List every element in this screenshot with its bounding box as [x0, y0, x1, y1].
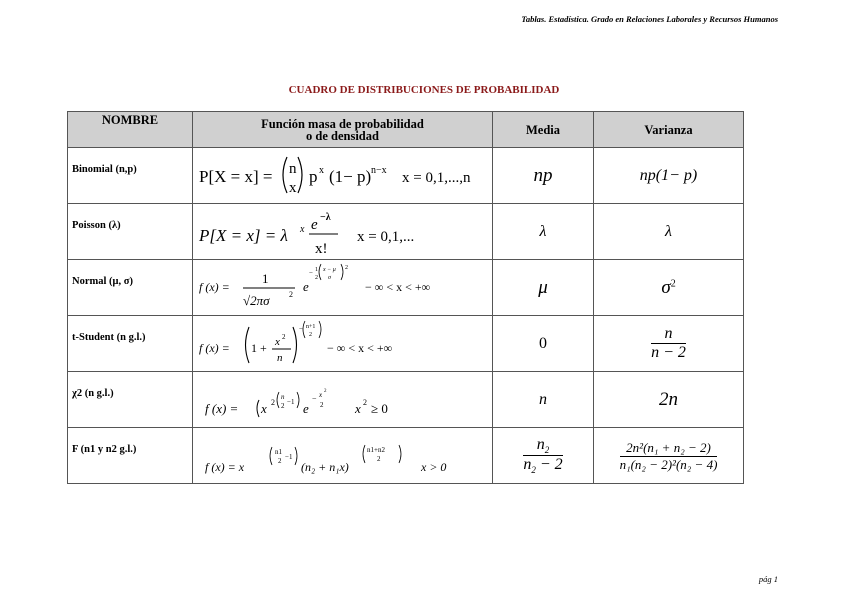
binomial-formula-svg [199, 151, 489, 201]
f-text: n [281, 392, 285, 401]
f-text: x [275, 335, 280, 348]
f-text: P[X = x] = λ [199, 225, 288, 245]
f-text: x! [315, 240, 328, 257]
row-name-chi2: χ2 (n g.l.) [68, 372, 193, 428]
f-text: − ∞ < x < +∞ [327, 340, 393, 355]
f-text: 2 [309, 331, 312, 338]
f-text: (1− p) [329, 166, 372, 186]
variance-denominator: n₁(n₂ − 2)²(n₂ − 4) [619, 456, 718, 472]
f-text: n1 [275, 447, 282, 456]
right-paren [319, 321, 321, 338]
left-paren [270, 447, 272, 465]
mean-chi2: n [493, 372, 594, 428]
variance-f [594, 428, 744, 484]
f-text: n+1 [306, 323, 316, 330]
formula-binomial [193, 148, 493, 204]
f-text: x [300, 223, 305, 235]
mean-fraction [523, 436, 562, 475]
mean-binomial: np [493, 148, 594, 204]
f-text: x = 0,1,...,n [402, 169, 471, 186]
variance-fraction [651, 325, 686, 362]
f-text: n−x [371, 164, 387, 176]
f-text: f (x) = [199, 340, 230, 355]
f-text: (n₂ + n₁x) [301, 459, 349, 474]
f-text: f (x) = [205, 400, 239, 416]
mean-denominator: $n_2 - 2$ [523, 456, 563, 476]
table-header-row [68, 112, 744, 148]
f-formula-svg [199, 431, 489, 481]
f-text: n [277, 351, 283, 364]
left-paren [257, 400, 259, 417]
f-text: − ∞ < x < +∞ [365, 279, 431, 294]
row-name-poisson: Poisson (λ) [68, 204, 193, 260]
f-text: P[X = x] = [199, 166, 273, 186]
f-text: − [312, 393, 317, 403]
left-paren [283, 157, 287, 193]
distributions-table [67, 111, 744, 484]
col-header-name: NOMBRE [68, 112, 193, 148]
col-header-variance: Varianza [594, 112, 744, 148]
table-row [68, 148, 744, 204]
variance-numerator: 2n²(n₁ + n₂ − 2) [626, 439, 711, 455]
row-name-tstudent: t-Student (n g.l.) [68, 316, 193, 372]
poisson-formula-svg [199, 207, 489, 257]
f-text: −1 [287, 397, 295, 406]
variance-tstudent [594, 316, 744, 372]
mean-numerator: $n_2$ [536, 435, 550, 455]
f-text: 2 [363, 397, 367, 407]
table-row [68, 428, 744, 484]
formula-chi2 [193, 372, 493, 428]
right-paren [295, 447, 297, 465]
variance-binomial: np(1− p) [594, 148, 744, 204]
variance-numerator: n [664, 325, 673, 342]
f-text: −λ [320, 211, 331, 223]
f-text: −1 [285, 452, 293, 461]
f-text: e [303, 400, 309, 416]
left-paren [303, 321, 305, 338]
variance-normal: $\sigma^2$ [594, 260, 744, 316]
f-text: x − μ [323, 266, 336, 273]
right-paren [341, 264, 343, 280]
f-text: x [355, 400, 361, 416]
f-text: e [303, 278, 309, 294]
formula-f [193, 428, 493, 484]
table-row [68, 316, 744, 372]
running-header: Tablas. Estadística. Grado en Relaciones Laborales y Recursos Humanos [521, 14, 778, 24]
row-name-binomial: Binomial (n,p) [68, 148, 193, 204]
f-text: √2πσ [243, 292, 270, 308]
page-title: CUADRO DE DISTRIBUCIONES DE PROBABILIDAD [288, 84, 560, 96]
mean-poisson: λ [493, 204, 594, 260]
chi2-formula-svg [199, 375, 489, 425]
left-paren [246, 327, 250, 363]
row-name-normal: Normal (μ, σ) [68, 260, 193, 316]
col-header-mean: Media [493, 112, 594, 148]
f-text: x = 0,1,... [357, 228, 415, 245]
f-text: 2 [377, 454, 381, 463]
f-text: x [319, 390, 323, 399]
f-text: f (x) = x [205, 459, 245, 474]
col-header-function [193, 112, 493, 148]
f-text: 2 [281, 401, 285, 410]
formula-normal [193, 260, 493, 316]
f-text: 2 [324, 388, 327, 394]
f-text: n [289, 160, 297, 177]
f-text: x [289, 179, 297, 196]
f-text: 1 [262, 270, 269, 286]
f-text: f (x) = [199, 279, 230, 294]
f-text: p [309, 166, 318, 186]
left-paren [277, 392, 279, 408]
f-text: 2 [345, 264, 348, 271]
row-name-f: F (n1 y n2 g.l.) [68, 428, 193, 484]
right-paren [399, 445, 401, 463]
formula-tstudent [193, 316, 493, 372]
f-text: n1+n2 [367, 445, 385, 454]
right-paren [298, 157, 302, 193]
mean-normal: μ [493, 260, 594, 316]
f-text: − [309, 268, 313, 277]
f-text: ≥ 0 [371, 400, 388, 416]
table-row [68, 260, 744, 316]
f-text: 1 [315, 266, 318, 273]
mean-tstudent: 0 [493, 316, 594, 372]
left-paren [319, 264, 321, 280]
page-number: pág 1 [758, 574, 778, 584]
mean-f [493, 428, 594, 484]
variance-exponent: 2 [670, 278, 676, 290]
f-text: x > 0 [421, 459, 447, 474]
right-paren [297, 392, 299, 408]
f-text: 2 [289, 289, 293, 299]
variance-denominator: n − 2 [651, 344, 686, 361]
f-text: 2 [278, 456, 282, 465]
f-text: x [319, 164, 324, 176]
col-header-function-line2: o de densidad [306, 128, 379, 143]
variance-fraction [620, 440, 718, 473]
f-text: 1 + [251, 340, 267, 355]
f-text: 2 [320, 400, 324, 409]
f-text: − [299, 324, 303, 333]
variance-chi2: 2n [594, 372, 744, 428]
f-text: 2 [282, 332, 286, 341]
left-paren [363, 445, 365, 463]
f-text: 2 [271, 397, 275, 407]
tstudent-formula-svg [199, 319, 489, 369]
f-text: σ [328, 274, 331, 281]
f-text: 2 [315, 274, 318, 281]
right-paren [293, 327, 297, 363]
table-row [68, 372, 744, 428]
col-header-function-line1: Función masa de probabilidad [261, 116, 424, 131]
table-row [68, 204, 744, 260]
f-text: x [261, 400, 267, 416]
variance-poisson: λ [594, 204, 744, 260]
formula-poisson [193, 204, 493, 260]
f-text: e [311, 216, 318, 233]
normal-formula-svg [199, 263, 489, 313]
